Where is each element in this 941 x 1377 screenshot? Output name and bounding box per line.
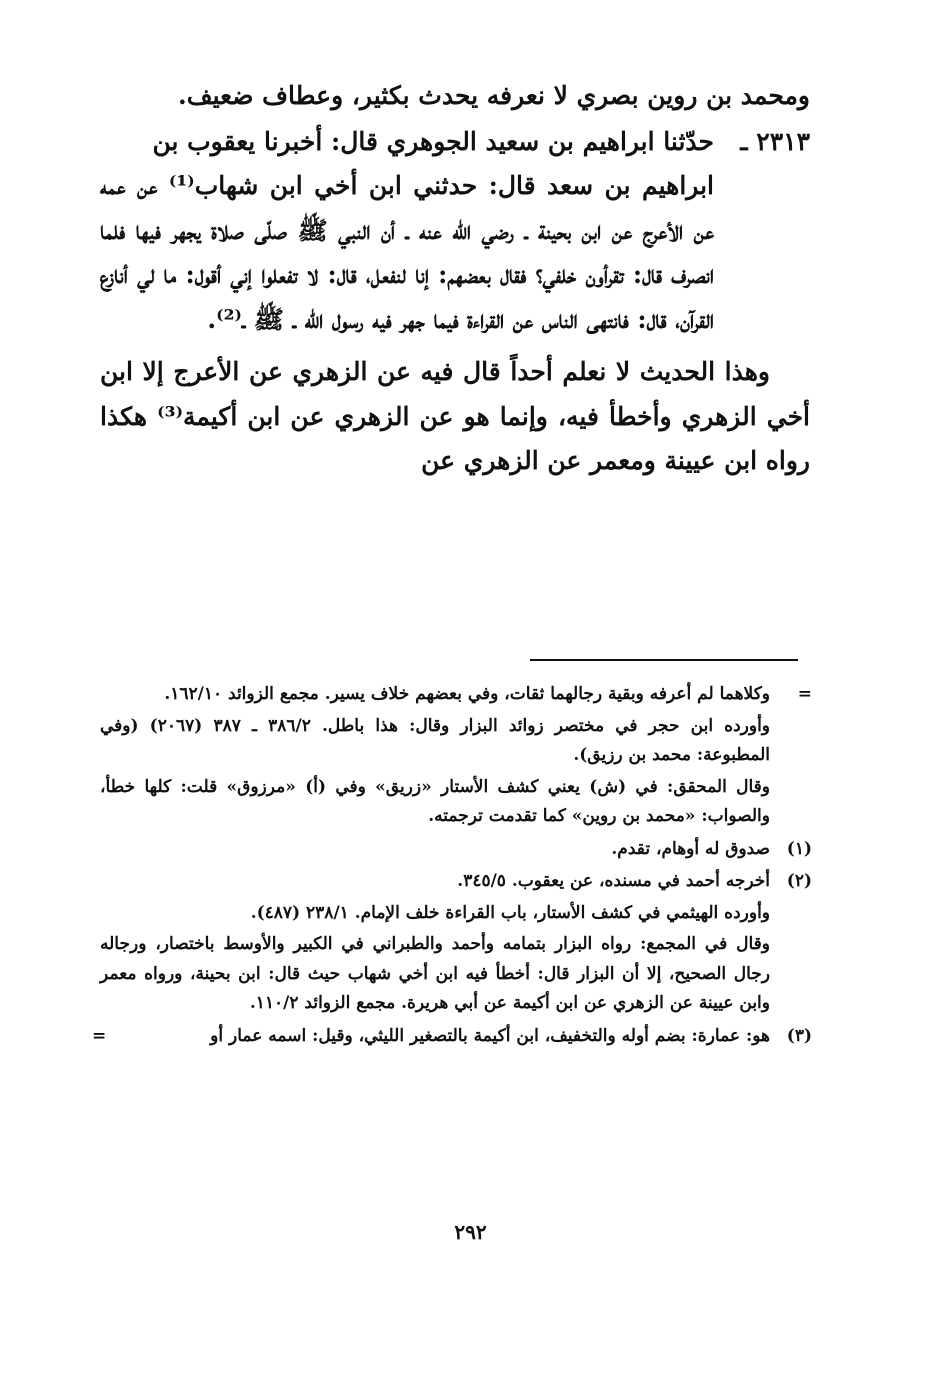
footnote-2 (100, 867, 812, 1019)
main-text (100, 74, 810, 484)
intro-paragraph: ومحمد بن روين بصري لا نعرفه يحدث بكثير، وعطاف ضعيف. (178, 81, 810, 110)
commentary-text: وهذا الحديث لا نعلم أحداً قال فيه عن الزهري عن الأعرج إلا ابن أخي الزهري وأخطأ فيه، وإنما هو عن الزهري عن ابن أكيمة⁽³⁾ هكذا رواه ابن عيينة ومعمر عن الزهري عن (100, 357, 810, 475)
footnote-paragraph: وأورده ابن حجر في مختصر زوائد البزار وقال: هذا باطل. ٣٨٦/٢ ـ ٣٨٧ (٢٠٦٧) (وفي المطبوعة: محمد بن رزيق). (100, 715, 771, 765)
hadith-first-line: حدّثنا ابراهيم بن سعيد الجوهري قال: أخبرنا يعقوب بن (152, 126, 714, 156)
footnotes (92, 680, 812, 1054)
footnote-marker: (٢) (786, 871, 812, 891)
footnote-paragraph: أخرجه أحمد في مسنده، عن يعقوب. ٣٤٥/٥. (457, 871, 770, 891)
footnote-marker: (١) (786, 838, 812, 859)
footnote-marker: = (797, 684, 812, 704)
footnote-3 (92, 1022, 812, 1052)
footnote-paragraph: وقال في المجمع: رواه البزار بتمامه وأحمد والطبراني في الكبير والأوسط باختصار، ورجاله رجال الصحيح، إلا أن البزار قال: أخطأ فيه ابن أخي شهاب حيث قال: ابن بحينة، ورواه معمر وابن عيينة عن الزهري عن ابن أكيمة عن أبي هريرة. مجمع الزوائد ١١٠/٢. (100, 934, 770, 1013)
footnote-paragraph: هو: عمارة: بضم أوله والتخفيف، ابن أكيمة بالتصغير الليثي، وقيل: اسمه عمار أو (210, 1025, 770, 1046)
footnote-paragraph: وكلاهما لم أعرفه وبقية رجالهما ثقات، وفي بعضهم خلاف يسير. مجمع الزوائد ١٦٢/١٠. (164, 684, 770, 704)
hadith-block (100, 120, 810, 343)
footnote-1 (100, 835, 812, 865)
footnote-paragraph: صدوق له أوهام، تقدم. (611, 838, 770, 859)
hadith-number: ٢٣١٣ ـ (740, 126, 810, 156)
continuation-mark: = (92, 1025, 107, 1046)
footnote-separator (530, 659, 798, 661)
footnote-marker: (٣) (786, 1025, 812, 1046)
hadith-text: ابراهيم بن سعد قال: حدثني ابن أخي ابن شهاب⁽¹⁾ عن عمه عن الأعرج عن ابن بحينة ـ رضي الله عنه ـ أن النبي ﷺ صلّى صلاة يجهر فيها فلما انصرف قال: تقرأون خلفي؟ فقال بعضهم: إنا لنفعل، قال: لا تفعلوا إني أقول: ما لي أنازع القرآن، قال: فانتهى الناس عن القراءة فيما جهر فيه رسول الله ـ ﷺ ـ⁽²⁾. (100, 171, 714, 334)
footnote-continued (100, 680, 812, 832)
footnote-paragraph: وقال المحقق: في (ش) يعني كشف الأستار «زريق» وفي (أ) «مرزوق» قلت: كلها خطأ، والصواب: «محمد بن روين» كما تقدمت ترجمته. (100, 776, 770, 826)
page-number: ٢٩٢ (454, 1220, 487, 1244)
commentary-paragraph (100, 350, 810, 484)
footnote-paragraph: وأورده الهيثمي في كشف الأستار، باب القراءة خلف الإمام. ٢٣٨/١ (٤٨٧). (250, 902, 770, 923)
